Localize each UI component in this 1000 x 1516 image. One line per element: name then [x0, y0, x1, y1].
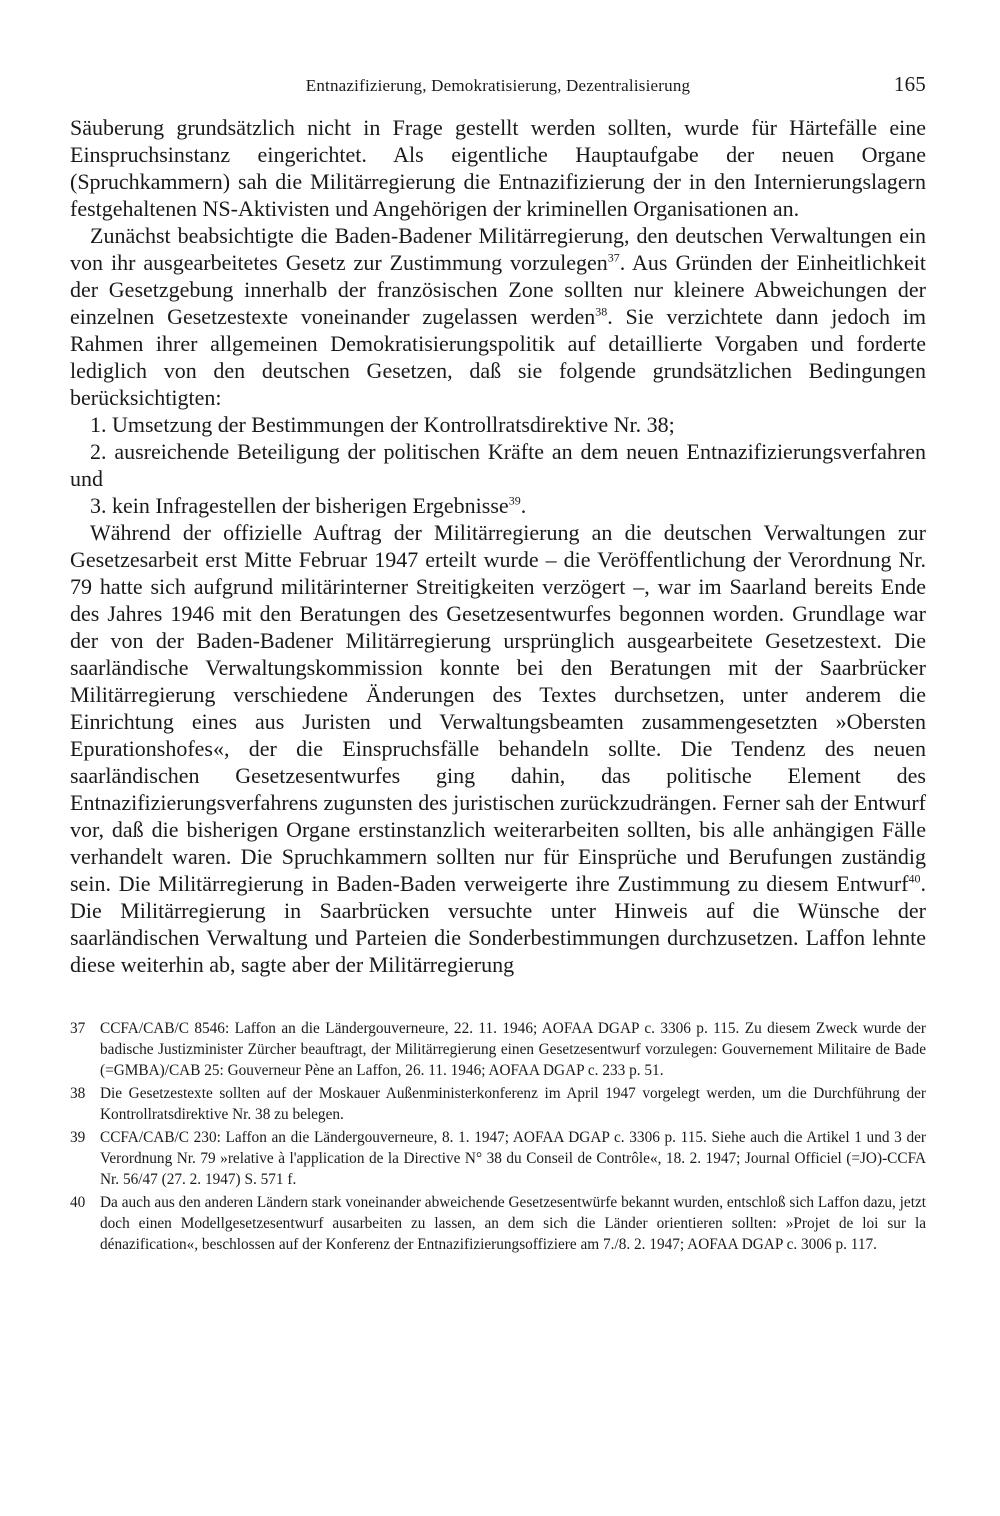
footnote-40: [70, 1192, 926, 1255]
footnote-ref-38: 38: [595, 304, 608, 319]
footnote-38: [70, 1083, 926, 1125]
footnote-text: CCFA/CAB/C 230: Laffon an die Ländergouverneure, 8. 1. 1947; AOFAA DGAP c. 3306 p. 115. Siehe auch die Artikel 1 und 3 der Verordnung Nr. 79 »relative à l'application de la Directive N° 38 du Conseil de Contrôle«, 18. 2. 1947; Journal Officiel (=JO)-CCFA Nr. 56/47 (27. 2. 1947) S. 571 f.: [100, 1129, 926, 1188]
page-number: 165: [893, 72, 926, 96]
list-item-3: [70, 492, 926, 519]
footnote-number: 38: [70, 1085, 86, 1102]
footnote-number: 39: [70, 1129, 86, 1146]
footnote-number: 37: [70, 1020, 86, 1037]
footnote-text: Die Gesetzestexte sollten auf der Moskauer Außenministerkonferenz im April 1947 vorgelegt werden, um die Durchführung der Kontrollratsdirektive Nr. 38 zu belegen.: [100, 1085, 926, 1123]
footnote-39: [70, 1127, 926, 1190]
footnotes: [70, 1018, 926, 1255]
footnote-ref-37: 37: [607, 250, 620, 265]
footnote-ref-40: 40: [908, 871, 921, 886]
main-text: [70, 114, 926, 978]
paragraph-1: Säuberung grundsätzlich nicht in Frage gestellt werden sollten, wurde für Härtefälle eine Einspruchsinstanz eingerichtet. Als eigentliche Hauptaufgabe der neuen Organe (Spruchkammern) sah die Militärregierung die Entnazifizierung der in den Internierungslagern festgehaltenen NS-Aktivisten und Angehörigen der kriminellen Organisationen an.: [70, 115, 926, 221]
paragraph-2: [70, 222, 926, 411]
list-item-2: 2. ausreichende Beteiligung der politischen Kräfte an dem neuen Entnazifizierungsverfahren und: [70, 439, 926, 491]
paragraph-2-part-a: Zunächst beabsichtigte die Baden-Badener Militärregierung, den deutschen Verwaltungen ein von ihr ausgearbeitetes Gesetz zur Zustimmung vorzulegen: [70, 223, 926, 275]
paragraph-3: [70, 519, 926, 978]
footnote-text: Da auch aus den anderen Ländern stark voneinander abweichende Gesetzesentwürfe bekannt wurden, entschloß sich Laffon dazu, jetzt doch einen Modellgesetzesentwurf ausarbeiten zu lassen, an dem sich die Länder orientieren sollten: »Projet de loi sur la dénazification«, beschlossen auf der Konferenz der Entnazifizierungsoffiziere am 7./8. 2. 1947; AOFAA DGAP c. 3006 p. 117.: [100, 1194, 926, 1253]
list-item-3-text: 3. kein Infragestellen der bisherigen Ergebnisse: [90, 493, 509, 518]
paragraph-2-part-b: . Aus Gründen der Einheitlichkeit der Gesetzgebung innerhalb der französischen Zone sollten nur kleinere Abweichungen der einzelnen Gesetzestexte voneinander zugelassen werden: [70, 250, 926, 329]
running-head: [70, 70, 926, 104]
list-item-3-end: .: [520, 493, 527, 518]
paragraph-3-part-b: . Die Militärregierung in Saarbrücken versuchte unter Hinweis auf die Wünsche der saarländischen Verwaltung und Parteien die Sonderbestimmungen durchzusetzen. Laffon lehnte diese weiterhin ab, sagte aber der Militärregierung: [70, 871, 926, 977]
book-page: [70, 70, 926, 1257]
paragraph-2-part-c: . Sie verzichtete dann jedoch im Rahmen ihrer allgemeinen Demokratisierungspolitik auf detaillierte Vorgaben und forderte lediglich von den deutschen Gesetzen, daß sie folgende grundsätzlichen Bedingungen berücksichtigten:: [70, 304, 926, 410]
list-item-1: 1. Umsetzung der Bestimmungen der Kontrollratsdirektive Nr. 38;: [90, 412, 675, 437]
footnote-ref-39: 39: [508, 493, 521, 508]
footnote-number: 40: [70, 1194, 86, 1211]
running-title: Entnazifizierung, Demokratisierung, Dezentralisierung: [305, 76, 691, 95]
footnote-text: CCFA/CAB/C 8546: Laffon an die Ländergouverneure, 22. 11. 1946; AOFAA DGAP c. 3306 p. 115. Zu diesem Zweck wurde der badische Justizminister Zürcher beauftragt, der Militärregierung einen Gesetzesentwurf vorzulegen: Gouvernement Militaire de Bade (=GMBA)/CAB 25: Gouverneur Pène an Laffon, 26. 11. 1946; AOFAA DGAP c. 233 p. 51.: [100, 1020, 926, 1079]
footnote-37: [70, 1018, 926, 1081]
paragraph-3-part-a: Während der offizielle Auftrag der Militärregierung an die deutschen Verwaltungen zur Gesetzesarbeit erst Mitte Februar 1947 erteilt wurde – die Veröffentlichung der Verordnung Nr. 79 hatte sich aufgrund militärinterner Streitigkeiten verzögert –, war im Saarland bereits Ende des Jahres 1946 mit den Beratungen des Gesetzesentwurfes begonnen worden. Grundlage war der von der Baden-Badener Militärregierung ursprünglich ausgearbeitete Gesetzestext. Die saarländische Verwaltungskommission konnte bei den Beratungen mit der Saarbrücker Militärregierung verschiedene Änderungen des Textes durchsetzen, unter anderem die Einrichtung eines aus Juristen und Verwaltungsbeamten zusammengesetzten »Obersten Epurationshofes«, der die Einspruchsfälle behandeln sollte. Die Tendenz des neuen saarländischen Gesetzesentwurfes ging dahin, das politische Element des Entnazifizierungsverfahrens zugunsten des juristischen zurückzudrängen. Ferner sah der Entwurf vor, daß die bisherigen Organe erstinstanzlich weiterarbeiten sollten, bis alle anhängigen Fälle verhandelt waren. Die Spruchkammern sollten nur für Einsprüche und Berufungen zuständig sein. Die Militärregierung in Baden-Baden verweigerte ihre Zustimmung zu diesem Entwurf: [70, 520, 926, 896]
